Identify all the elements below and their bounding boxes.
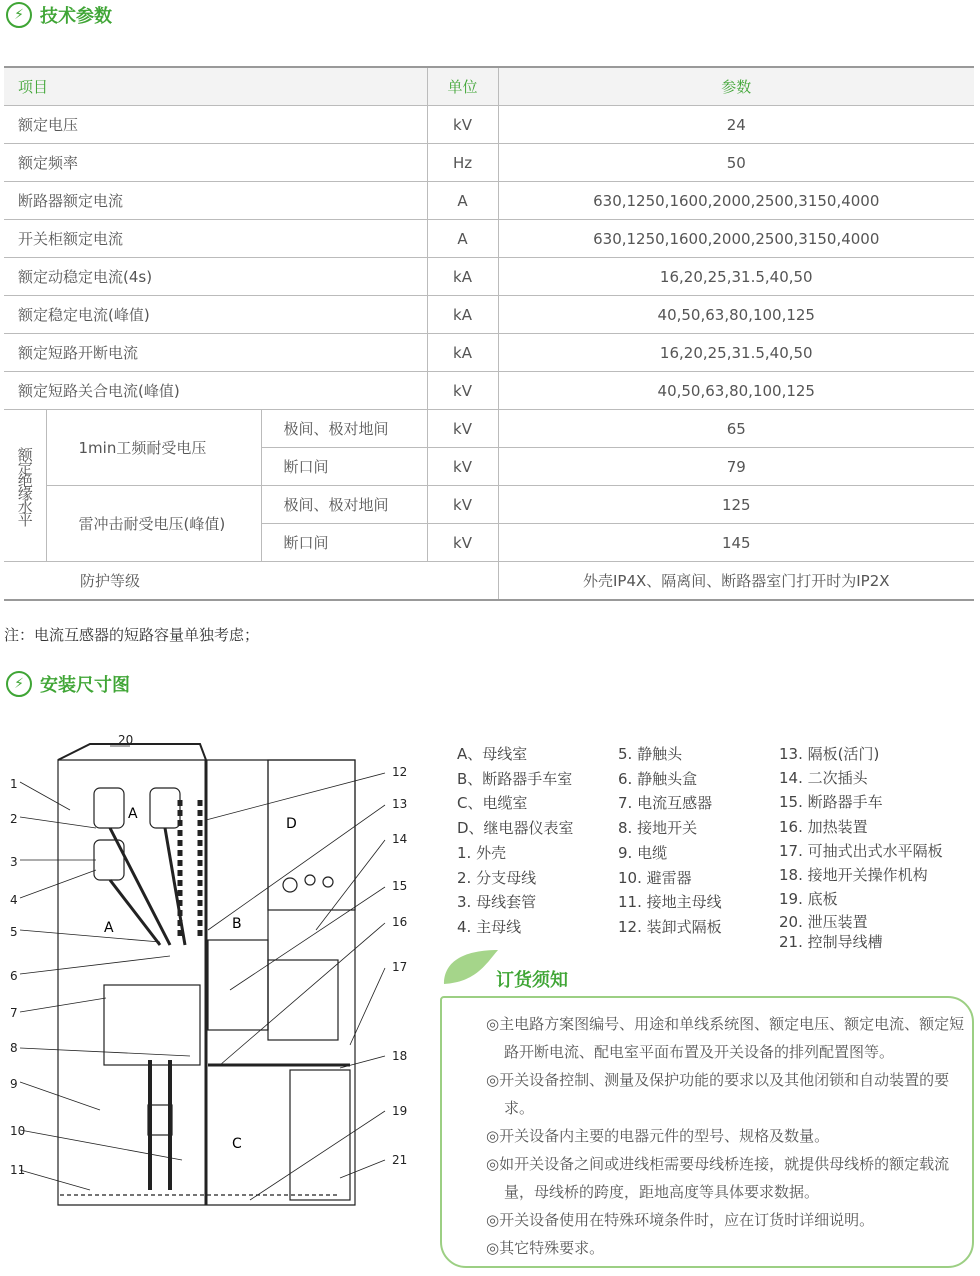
row-unit: A bbox=[427, 182, 498, 220]
row-unit: kV bbox=[427, 448, 498, 486]
list-item: ◎开关设备使用在特殊环境条件时，应在订货时详细说明。 bbox=[486, 1211, 875, 1229]
table-header-row bbox=[4, 67, 974, 106]
diagram-number: 8 bbox=[10, 1041, 18, 1055]
order-notice-title: 订货须知 bbox=[496, 970, 568, 991]
row-value: 65 bbox=[498, 410, 974, 448]
diagram-number: 7 bbox=[10, 1006, 18, 1020]
area-label: A bbox=[104, 920, 114, 936]
insulation-sub1: 1min工频耐受电压 bbox=[46, 410, 261, 486]
row-item: 额定短路开断电流 bbox=[4, 334, 427, 372]
row-value: 79 bbox=[498, 448, 974, 486]
row-item: 额定频率 bbox=[4, 144, 427, 182]
legend-item: 20. 泄压装置 bbox=[779, 913, 868, 932]
diagram-number: 17 bbox=[392, 960, 408, 974]
header-value: 参数 bbox=[498, 67, 974, 106]
diagram-number: 10 bbox=[10, 1124, 26, 1138]
area-label: C bbox=[232, 1136, 242, 1152]
cable-duct bbox=[290, 1070, 350, 1200]
row-unit: kA bbox=[427, 334, 498, 372]
control-knob bbox=[323, 877, 333, 887]
spec-table bbox=[4, 66, 974, 601]
table-row bbox=[4, 372, 974, 410]
legend-col-2 bbox=[618, 742, 722, 940]
row-value: 630,1250,1600,2000,2500,3150,4000 bbox=[498, 220, 974, 258]
diagram-number: 9 bbox=[10, 1077, 18, 1091]
diagram-number: 5 bbox=[10, 925, 18, 939]
busbar-2 bbox=[150, 788, 180, 828]
area-label: D bbox=[286, 816, 297, 832]
diagram-number: 14 bbox=[392, 832, 408, 846]
legend-item: C、电缆室 bbox=[457, 794, 528, 813]
bushing bbox=[180, 800, 200, 940]
legend-item: 13. 隔板(活门) bbox=[779, 745, 880, 763]
row-item: 防护等级 bbox=[4, 562, 498, 601]
control-knob bbox=[305, 875, 315, 885]
row-item: 额定动稳定电流(4s) bbox=[4, 258, 427, 296]
list-item: ◎如开关设备之间或进线柜需要母线桥连接，就提供母线桥的额定载流量，母线桥的跨度，距地高度等具体要求数据。 bbox=[486, 1155, 950, 1201]
leaf-icon bbox=[440, 946, 500, 986]
row-unit: kA bbox=[427, 296, 498, 334]
row-item: 额定稳定电流(峰值) bbox=[4, 296, 427, 334]
table-row bbox=[4, 334, 974, 372]
legend-item: 10. 避雷器 bbox=[618, 868, 692, 887]
area-label: A bbox=[128, 806, 138, 822]
table-row bbox=[4, 410, 974, 448]
table-row bbox=[4, 220, 974, 258]
row-value: 145 bbox=[498, 524, 974, 562]
row-unit: Hz bbox=[427, 144, 498, 182]
table-row bbox=[4, 486, 974, 524]
legend-item: 5. 静触头 bbox=[618, 745, 683, 763]
list-item: ◎开关设备控制、测量及保护功能的要求以及其他闭锁和自动装置的要求。 bbox=[486, 1071, 950, 1117]
legend-item: 6. 静触头盒 bbox=[618, 769, 698, 788]
section-title-specs: ⚡ 技术参数 bbox=[6, 2, 112, 28]
diagram-number: 21 bbox=[392, 1153, 408, 1167]
legend-item: 3. 母线套管 bbox=[457, 893, 537, 912]
row-part: 断口间 bbox=[261, 524, 427, 562]
row-value: 外壳IP4X、隔离间、断路器室门打开时为IP2X bbox=[498, 562, 974, 601]
row-part: 极间、极对地间 bbox=[261, 486, 427, 524]
list-item: ◎主电路方案图编号、用途和单线系统图、额定电压、额定电流、额定短路开断电流、配电室平面布置及开关设备的排列配置图等。 bbox=[486, 1015, 965, 1061]
row-unit: kV bbox=[427, 410, 498, 448]
diagram-number: 1 bbox=[10, 777, 18, 791]
header-item: 项目 bbox=[4, 67, 427, 106]
row-unit: kV bbox=[427, 372, 498, 410]
legend-item: 2. 分支母线 bbox=[457, 868, 537, 887]
legend-item: 17. 可抽式出式水平隔板 bbox=[779, 841, 943, 860]
order-notice-list bbox=[486, 1010, 966, 1262]
diagram-number: 20 bbox=[118, 733, 134, 747]
legend-item: 1. 外壳 bbox=[457, 843, 507, 862]
row-item: 额定电压 bbox=[4, 106, 427, 144]
insulation-group-label: 额定绝缘水平 bbox=[4, 410, 46, 562]
row-value: 630,1250,1600,2000,2500,3150,4000 bbox=[498, 182, 974, 220]
row-unit: kV bbox=[427, 106, 498, 144]
diagram-number: 2 bbox=[10, 812, 18, 826]
row-value: 40,50,63,80,100,125 bbox=[498, 296, 974, 334]
row-unit: kV bbox=[427, 524, 498, 562]
table-row bbox=[4, 182, 974, 220]
branch-busbar bbox=[110, 828, 185, 945]
legend-item: 7. 电流互感器 bbox=[618, 794, 713, 813]
legend-item: 9. 电缆 bbox=[618, 843, 668, 862]
list-item: ◎开关设备内主要的电器元件的型号、规格及数量。 bbox=[486, 1127, 830, 1145]
table-row bbox=[4, 296, 974, 334]
row-part: 断口间 bbox=[261, 448, 427, 486]
header-unit: 单位 bbox=[427, 67, 498, 106]
legend-item: 18. 接地开关操作机构 bbox=[779, 866, 928, 885]
legend-item: 4. 主母线 bbox=[457, 917, 522, 936]
legend-item: 19. 底板 bbox=[779, 890, 838, 909]
area-label: B bbox=[232, 916, 242, 932]
installation-diagram bbox=[0, 730, 440, 1210]
diagram-number: 16 bbox=[392, 915, 408, 929]
table-row bbox=[4, 258, 974, 296]
row-item: 断路器额定电流 bbox=[4, 182, 427, 220]
legend-item: 15. 断路器手车 bbox=[779, 793, 883, 812]
legend-col-3 bbox=[779, 742, 943, 951]
table-row bbox=[4, 106, 974, 144]
row-value: 16,20,25,31.5,40,50 bbox=[498, 334, 974, 372]
row-value: 16,20,25,31.5,40,50 bbox=[498, 258, 974, 296]
row-value: 125 bbox=[498, 486, 974, 524]
lightning-icon: ⚡ bbox=[6, 2, 32, 28]
legend-item: D、继电器仪表室 bbox=[457, 819, 574, 838]
legend-item: A、母线室 bbox=[457, 745, 528, 763]
insulation-sub2: 雷冲击耐受电压(峰值) bbox=[46, 486, 261, 562]
list-item: ◎其它特殊要求。 bbox=[486, 1239, 605, 1257]
diagram-number: 15 bbox=[392, 879, 408, 893]
busbar-1 bbox=[94, 788, 124, 828]
diagram-number: 18 bbox=[392, 1049, 408, 1063]
row-part: 极间、极对地间 bbox=[261, 410, 427, 448]
section-title-install: ⚡ 安装尺寸图 bbox=[6, 671, 130, 697]
row-item: 额定短路关合电流(峰值) bbox=[4, 372, 427, 410]
row-value: 40,50,63,80,100,125 bbox=[498, 372, 974, 410]
legend-item: 21. 控制导线槽 bbox=[779, 933, 883, 952]
row-value: 50 bbox=[498, 144, 974, 182]
diagram-number: 11 bbox=[10, 1163, 26, 1177]
control-knob bbox=[283, 878, 297, 892]
diagram-number: 3 bbox=[10, 855, 18, 869]
row-unit: kV bbox=[427, 486, 498, 524]
legend-col-1 bbox=[457, 742, 574, 940]
diagram-number: 13 bbox=[392, 797, 408, 811]
row-unit: A bbox=[427, 220, 498, 258]
table-note: 注：电流互感器的短路容量单独考虑； bbox=[4, 626, 260, 644]
legend-item: 11. 接地主母线 bbox=[618, 893, 722, 912]
row-item: 开关柜额定电流 bbox=[4, 220, 427, 258]
legend-item: 12. 装卸式隔板 bbox=[618, 917, 722, 936]
table-row bbox=[4, 144, 974, 182]
row-unit: kA bbox=[427, 258, 498, 296]
cable bbox=[150, 1060, 170, 1190]
table-row bbox=[4, 562, 974, 601]
legend-item: 14. 二次插头 bbox=[779, 769, 868, 788]
legend-item: 16. 加热装置 bbox=[779, 817, 868, 836]
row-value: 24 bbox=[498, 106, 974, 144]
diagram-number: 19 bbox=[392, 1104, 408, 1118]
lightning-icon: ⚡ bbox=[6, 671, 32, 697]
diagram-number: 12 bbox=[392, 765, 408, 779]
legend-item: B、断路器手车室 bbox=[457, 769, 573, 788]
legend-item: 8. 接地开关 bbox=[618, 819, 698, 838]
diagram-number: 6 bbox=[10, 969, 18, 983]
diagram-number: 4 bbox=[10, 893, 18, 907]
